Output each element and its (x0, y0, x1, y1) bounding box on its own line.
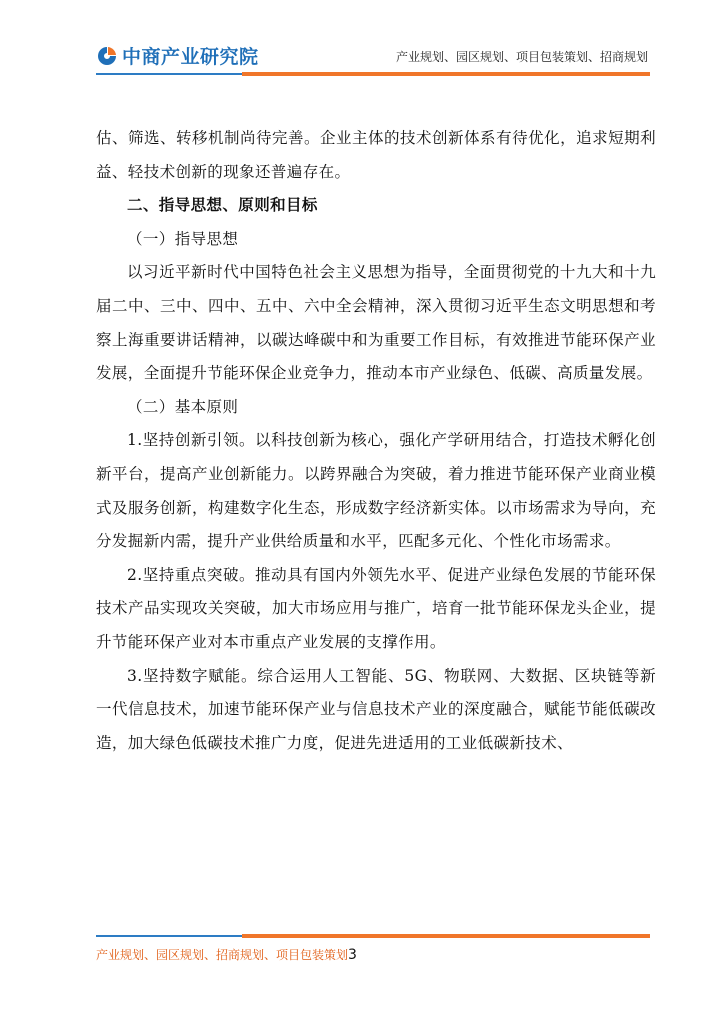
header-divider-blue (96, 73, 242, 75)
paragraph-continued: 估、筛选、转移机制尚待完善。企业主体的技术创新体系有待优化，追求短期利益、轻技术创新的现象还普遍存在。 (96, 129, 656, 181)
header-divider-orange (242, 72, 650, 76)
footer-divider-blue (96, 935, 242, 937)
footer-tagline: 产业规划、园区规划、招商规划、项目包装策划 (96, 948, 349, 962)
header-tagline: 产业规划、园区规划、项目包装策划、招商规划 (395, 50, 648, 64)
logo (96, 42, 259, 69)
page-number: 3 (348, 947, 357, 963)
paragraph-guiding-thought: 以习近平新时代中国特色社会主义思想为指导，全面贯彻党的十九大和十九届二中、三中、四中、五中、六中全会精神，深入贯彻习近平生态文明思想和考察上海重要讲话精神，以碳达峰碳中和为重要工作目标，有效推进节能环保产业发展，全面提升节能环保企业竞争力，推动本市产业绿色、低碳、高质量发展。 (96, 263, 656, 383)
paragraph-principle-1: 1.坚持创新引领。以科技创新为核心，强化产学研用结合，打造技术孵化创新平台，提高产业创新能力。以跨界融合为突破，着力推进节能环保产业商业模式及服务创新，构建数字化生态，形成数字经济新实体。以市场需求为导向，充分发掘新内需，提升产业供给质量和水平，匹配多元化、个性化市场需求。 (96, 431, 656, 551)
paragraph-principle-3: 3.坚持数字赋能。综合运用人工智能、5G、物联网、大数据、区块链等新一代信息技术，加速节能环保产业与信息技术产业的深度融合，赋能节能低碳改造，加大绿色低碳技术推广力度，促进先进适用的工业低碳新技术、 (96, 666, 656, 752)
footer-divider-orange (242, 934, 650, 938)
logo-icon (96, 45, 118, 67)
subsection-heading-guiding: （一）指导思想 (127, 229, 239, 248)
page-footer (96, 946, 357, 963)
subsection-heading-principles: （二）基本原则 (127, 397, 239, 416)
page-header (0, 0, 724, 90)
document-body (96, 122, 656, 760)
section-heading: 二、指导思想、原则和目标 (127, 196, 318, 215)
paragraph-principle-2: 2.坚持重点突破。推动具有国内外领先水平、促进产业绿色发展的节能环保技术产品实现攻关突破，加大市场应用与推广，培育一批节能环保龙头企业，提升节能环保产业对本市重点产业发展的支撑作用。 (96, 565, 656, 651)
logo-text: 中商产业研究院 (122, 46, 259, 68)
